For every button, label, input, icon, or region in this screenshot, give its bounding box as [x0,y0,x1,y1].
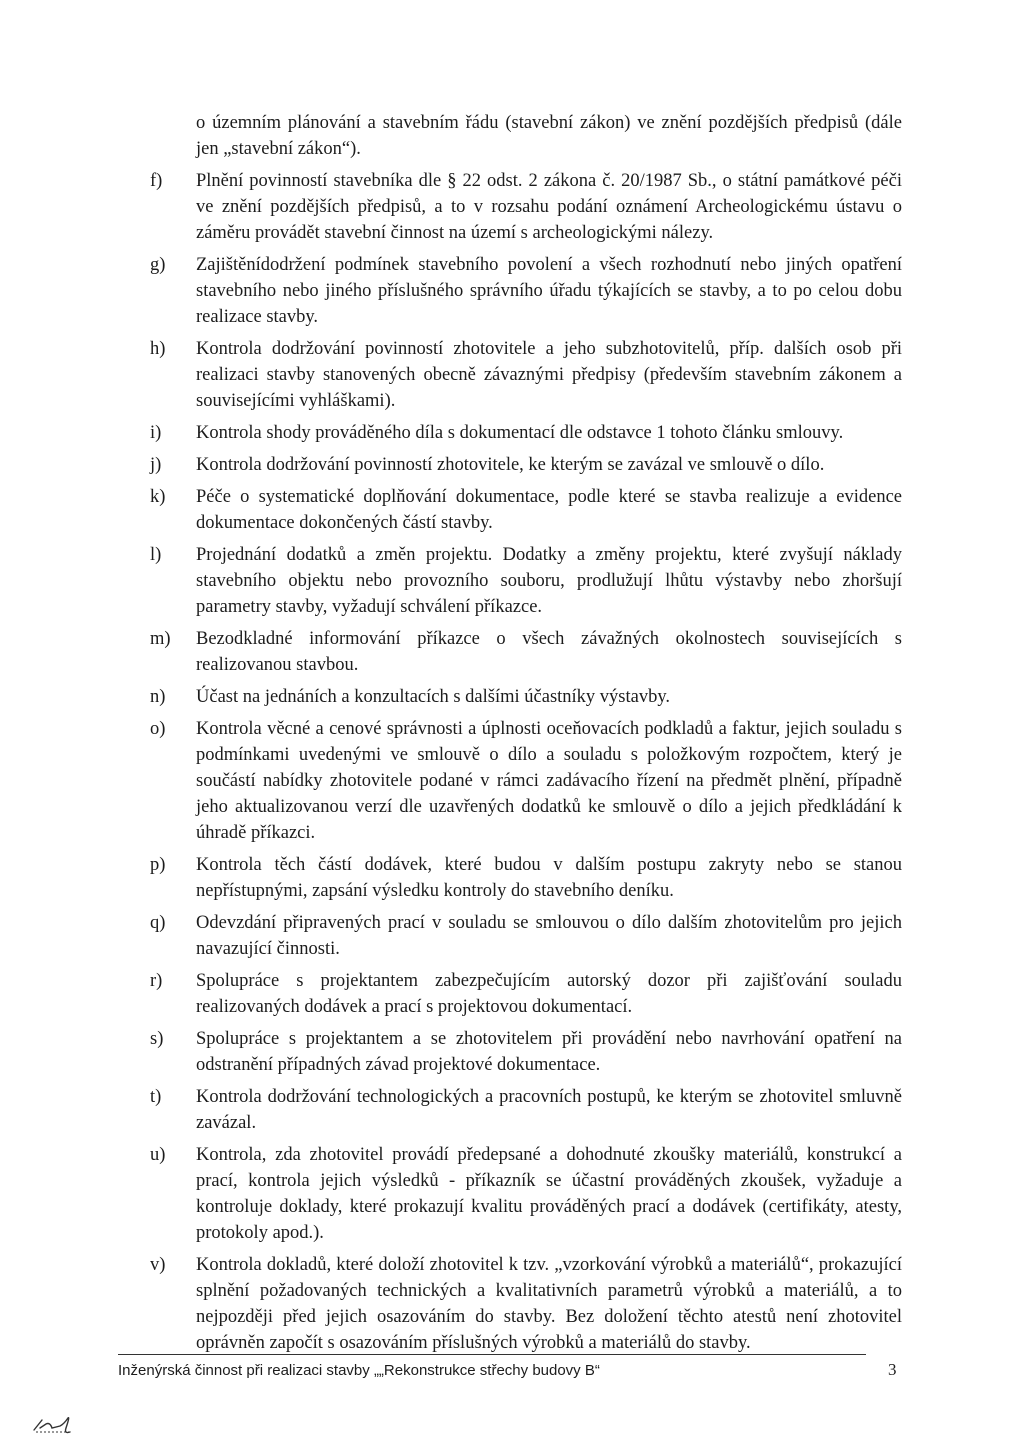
list-item [150,336,902,414]
list-item-text: Péče o systematické doplňování dokumentace, podle které se stavba realizuje a evidence dokumentace dokončených částí stavby. [196,487,902,533]
list-item-marker: o) [150,719,166,739]
list-item-text: Zajištěnídodržení podmínek stavebního povolení a všech rozhodnutí nebo jiných opatření stavebního nebo jiného příslušného správního úřadu týkajících se stavby, a to po celou dobu realizace stavby. [196,255,902,327]
list-item [150,1084,902,1136]
list-item-text: Kontrola shody prováděného díla s dokumentací dle odstavce 1 tohoto článku smlouvy. [196,423,844,443]
list-item-marker: q) [150,913,166,933]
list-item-marker: u) [150,1145,166,1165]
list-item-text: Kontrola dodržování technologických a pracovních postupů, ke kterým se zhotovitel smluvně zavázal. [196,1087,902,1133]
list-item-text: Spolupráce s projektantem zabezpečujícím autorský dozor při zajišťování souladu realizovaných dodávek a prací s projektovou dokumentací. [196,971,902,1017]
list-item [150,420,902,446]
list-item-text: Kontrola dodržování povinností zhotovitele a jeho subzhotovitelů, příp. dalších osob při realizaci stavby stanovených obecně závaznými předpisy (především stavebním zákonem a souvisejícími vyhláškami). [196,339,902,411]
intro-paragraph: o územním plánování a stavebním řádu (stavební zákon) ve znění pozdějších předpisů (dále jen „stavební zákon“). [196,113,902,159]
list-item-text: Kontrola dokladů, které doloží zhotovitel k tzv. „vzorkování výrobků a materiálů“, prokazující splnění požadovaných technických a kvalitativních parametrů výrobků a materiálů, a to nejpozději před jejich osazováním do stavby. Bez doložení těchto atestů není zhotovitel oprávněn započít s osazováním příslušných výrobků a materiálů do stavby. [196,1255,902,1353]
list-item-marker: g) [150,255,166,275]
list-item [150,1026,902,1078]
list-item-marker: p) [150,855,166,875]
list-item-text: Kontrola, zda zhotovitel provádí předepsané a dohodnuté zkoušky materiálů, konstrukcí a prací, kontrola jejich výsledků - příkazník se účastní prováděných zkoušek, vyžaduje a kontroluje doklady, které prokazují kvalitu prováděných prací a dodávek (certifikáty, atesty, protokoly apod.). [196,1145,902,1243]
document-body [150,110,902,1362]
list-item-text: Plnění povinností stavebníka dle § 22 odst. 2 zákona č. 20/1987 Sb., o státní památkové péči ve znění pozdějších předpisů, a to v rozsahu podání oznámení Archeologickému ústavu o záměru provádět stavební činnost na území s archeologickými nálezy. [196,171,902,243]
list-item-marker: v) [150,1255,166,1275]
list-item-marker: l) [150,545,162,565]
list-item [150,626,902,678]
list-item-marker: k) [150,487,166,507]
list-item-text: Kontrola věcné a cenové správnosti a úplnosti oceňovacích podkladů a faktur, jejich souladu s podmínkami uvedenými ve smlouvě o dílo a souladu s položkovým rozpočtem, který je součástí nabídky zhotovitele podané v rámci zadávacího řízení na předmět plnění, případně jeho aktualizovanou verzí dle uzavřených dodatků ke smlouvě o dílo a jejich předkládání k úhradě příkazci. [196,719,902,843]
list-item [150,684,902,710]
list-item-text: Bezodkladné informování příkazce o všech závažných okolnostech souvisejících s realizovanou stavbou. [196,629,902,675]
list-item-marker: h) [150,339,166,359]
footer-divider [118,1354,866,1355]
list-item [150,484,902,536]
list-item [150,1252,902,1356]
list-item-marker: n) [150,687,166,707]
list-item-marker: f) [150,171,163,191]
footer-title: Inženýrská činnost při realizaci stavby „„Rekonstrukce střechy budovy B“ [118,1362,600,1379]
page-number: 3 [888,1360,897,1379]
list-item-marker: i) [150,423,162,443]
list-item-marker: m) [150,629,171,649]
list-item-marker: j) [150,455,162,475]
list-item-marker: s) [150,1029,164,1049]
signature-mark [30,1410,80,1438]
list-item-marker: r) [150,971,163,991]
list-item-text: Projednání dodatků a změn projektu. Dodatky a změny projektu, které zvyšují náklady stavebního objektu nebo provozního souboru, prodlužují lhůtu výstavby nebo zhoršují parametry stavby, vyžadují schválení příkazce. [196,545,902,617]
list-item-text: Odevzdání připravených prací v souladu se smlouvou o dílo dalším zhotovitelům pro jejich navazující činnosti. [196,913,902,959]
list-item [150,542,902,620]
list-item [150,452,902,478]
list-item [150,910,902,962]
list-item-text: Spolupráce s projektantem a se zhotovitelem při provádění nebo navrhování opatření na odstranění případných závad projektové dokumentace. [196,1029,902,1075]
list-item [150,1142,902,1246]
list-item [150,716,902,846]
list-item-text: Účast na jednáních a konzultacích s dalšími účastníky výstavby. [196,687,671,707]
list-item-text: Kontrola těch částí dodávek, které budou v dalším postupu zakryty nebo se stanou nepřístupnými, zapsání výsledku kontroly do stavebního deníku. [196,855,902,901]
list-item [150,252,902,330]
list-item [150,852,902,904]
list-item-text: Kontrola dodržování povinností zhotovitele, ke kterým se zavázal ve smlouvě o dílo. [196,455,825,475]
list-item [150,968,902,1020]
list-item-marker: t) [150,1087,162,1107]
list-item [150,168,902,246]
